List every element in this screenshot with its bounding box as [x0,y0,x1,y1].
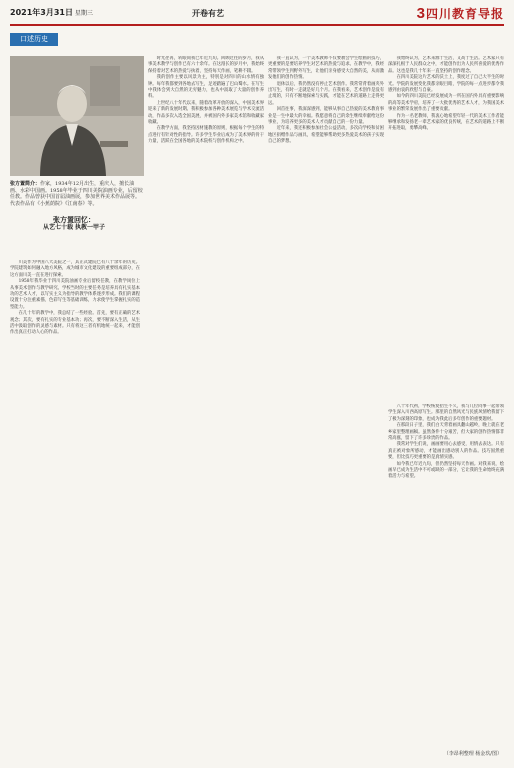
paragraph: 如今的四川美院已经发展成为一所在国内外具有重要影响的高等美术学府，培养了一大批优秀的艺术人才，为我国美术事业的繁荣发展作出了重要贡献。 [388,94,504,113]
byline: （李昂利整理 杨金玖/图） [443,751,502,757]
section-label: 口述历史 [10,33,58,46]
paper-name: 四川教育导报 [425,6,504,21]
paragraph: 我一直认为，一个美术教师不仅要教会学生绘画的技巧，更重要的是要培养学生对艺术的热爱与追求。在教学中，我经常带领学生到野外写生，让他们亲身感受大自然的美，从而激发他们的创作热情。 [268,56,384,81]
paragraph: 我始终认为，艺术来源于生活，又高于生活。艺术家只有深深扎根于人民群众之中，才能创作出为人民所喜爱的优秀作品。这也是我几十年来一直坚持的创作理念。 [388,56,504,74]
article-column-5 [388,404,504,746]
article-column-2 [148,56,264,748]
article-headline [10,216,138,256]
portrait-photo [10,56,144,176]
article-column-1 [10,260,140,748]
date-text: 2021年3月31日 [10,8,73,17]
headline-sub: 从艺七十载 执教一甲子 [42,224,106,231]
paragraph: 在几十年的教学中，我总结了一些经验。首先，要有正确的艺术观念；其次，要有扎实的专业基本功；再次，要不断深入生活，从生活中汲取创作的灵感与素材。只有将这三者有机地统一起来，才能创作出真正打动人心的作品。 [10,311,140,336]
paragraph: 作为一名老教师，我衷心地希望年轻一代的美术工作者能够继承和发扬老一辈艺术家的优良传统，在艺术的道路上不断开拓进取，勇攀高峰。 [388,113,504,132]
column-name: 开卷有艺 [192,9,224,18]
paragraph: 近年来，我还积极参加社会公益活动，多次向学校和贫困地区捐赠作品与画具，希望能够帮助更多热爱美术的孩子实现自己的梦想。 [268,126,384,145]
page-header [10,4,504,26]
caption-name: 张方置简介： [10,181,41,187]
masthead [417,4,504,22]
headline-main: 张方置回忆： [53,216,95,224]
paragraph: 我的创作主要以风景为主，特别是对四川的山水情有独钟。每年我都要到各地去写生，足迹踏遍了巴山蜀水。在写生中我体会到大自然的无穷魅力，也从中汲取了大量的创作养料。 [148,75,264,100]
paragraph: 在那段日子里，我们白天背着画具翻山越岭，晚上就在老乡家里整理画稿。虽然条件十分艰苦，但大家的创作热情都非常高涨，留下了许多珍贵的作品。 [388,423,504,442]
paragraph: 时光荏苒，转眼间我已年近九旬。回顾过往的岁月，我从事美术教学与创作已有六十余年。在这漫长的岁月中，我始终保持着对艺术的热爱与执着，坚持每天作画，笔耕不辍。 [148,56,264,74]
paragraph: 我常对学生们说，画画要用心去感受，用情去表达。只有真正被对象所感动，才能画出感动别人的作品。技巧固然重要，但比技巧更重要的是真情实感。 [388,442,504,461]
paragraph: 在教学方面，我坚持因材施教的原则，根据每个学生的特点进行有针对性的指导。许多学生毕业后成为了美术界的骨干力量，活跃在全国各地的美术院校与创作机构之中。 [148,126,264,145]
paragraph: 在四川美院这片艺术的沃土上，我度过了自己大半生的时光。学院的发展变化我都亲眼目睹，学院的每一点进步都令我感到由衷的欣慰与自豪。 [388,75,504,94]
header-rule [10,24,504,26]
article-column-3 [268,56,384,748]
paragraph: 如今我已年近九旬，但仍然坚持每天作画。对我来说，绘画早已成为生活中不可或缺的一部分，它让我的生命始终充满着活力与希望。 [388,461,504,480]
article-column-4 [388,56,504,400]
paragraph: 八十年代初，学校恢复招生不久，我与几位同事一起带领学生深入川西高原写生。那里的自然风光与民族风情给我留下了极为深刻的印象，也成为我此后多年创作的重要题材。 [388,404,504,422]
caption-text: 作家，1934年12月出生，重庆人，擅长油画、水彩中国画。1958年毕业于四川美院油画专业，后留校任教。作品曾获中国首届油画展，参加世界美术作品展等。代表作品有《小蕉荫院》《江南春》等。 [10,181,143,207]
paragraph: 上世纪八十年代以来，随着改革开放的深入，中国美术界迎来了新的发展时期。我积极参加各种美术展览与学术交流活动，作品多次入选全国美展，并被国内外多家美术馆和收藏家收藏。 [148,100,264,126]
page-number: 3 [416,4,425,22]
photo-caption [10,181,144,207]
issue-date [10,7,93,18]
paragraph: 退休以后，我仍然没有停止艺术创作。我常常背着画夹外出写生，有时一走就是好几个月。在我看来，艺术创作是没有止境的，只有不断地探索与实践，才能在艺术的道路上走得更远。 [268,81,384,106]
paragraph: 1958年我毕业于四川美院油画专业后留校任教，在教学岗位上从事美术创作与教学研究。学校当时的主要任务是培养具有扎实基本功的艺术人才，以写实主义为指导的教学体系逐步形成。我们的课程设置十分注重素描、色彩写生等基础训练，力求使学生掌握扎实的造型能力。 [10,279,140,310]
weekday-text: 星期三 [74,10,93,17]
portrait-illustration [10,56,144,176]
paragraph: 川美作为中国八大美院之一，其正式建院已有八十余年的历史。学院建筑如何融入地方风格，成为城市文化建设的重要组成部分，在这方面川美一直在进行探索。 [10,260,140,278]
paragraph: 回首往事，我深深感到，能够从事自己热爱的美术教育事业是一生中最大的幸福。我愿意将自己的余生继续奉献给这份事业，为培养更多的美术人才贡献自己的一份力量。 [268,107,384,126]
